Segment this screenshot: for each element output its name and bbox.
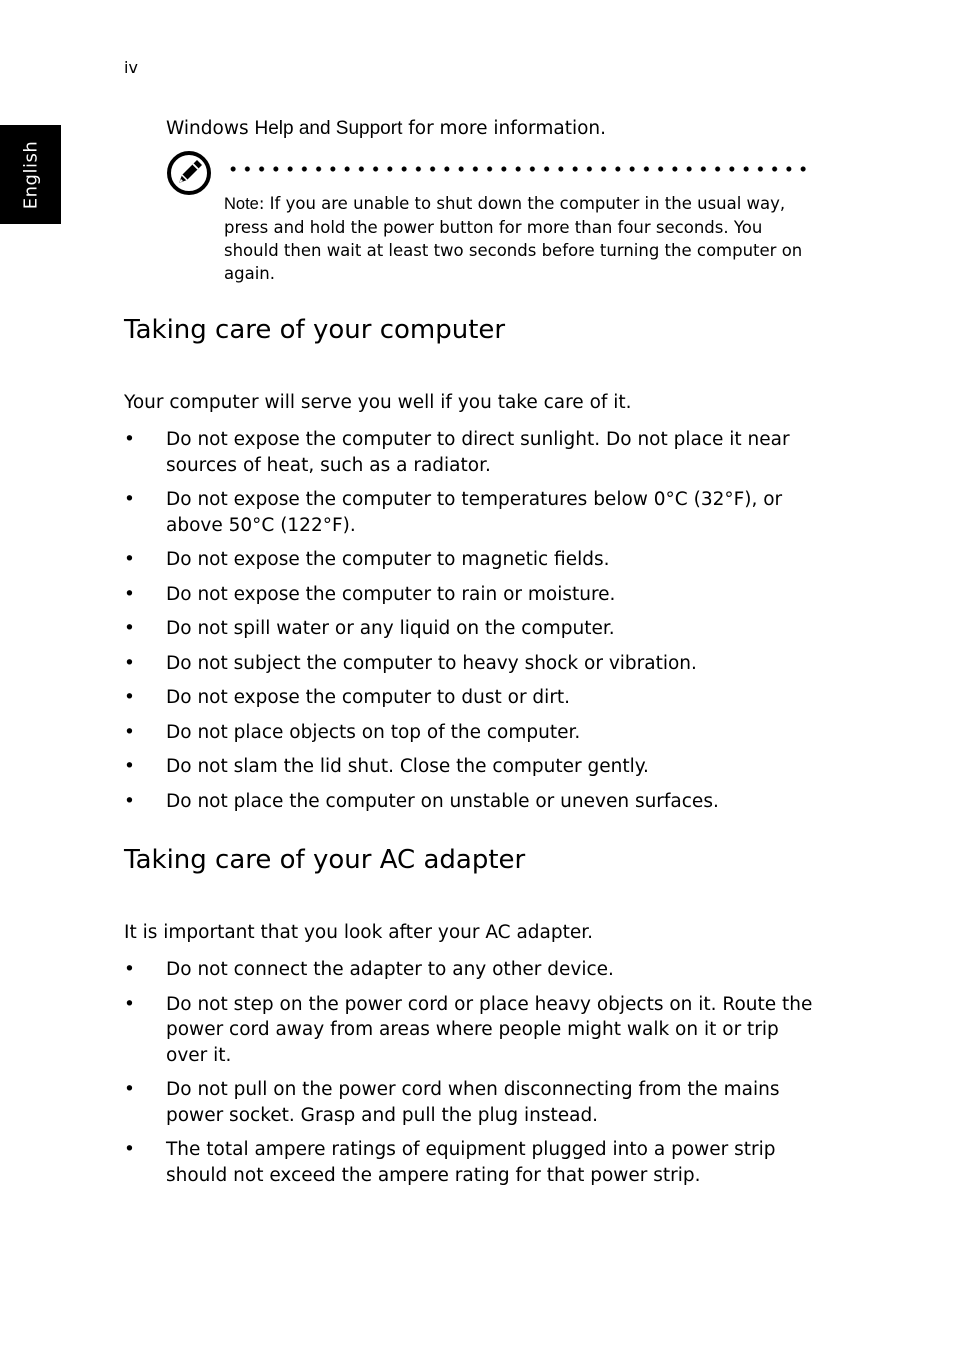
note-pencil-icon xyxy=(166,150,212,196)
list-item xyxy=(124,1077,824,1128)
list-item-text: Do not slam the lid shut. Close the computer gently. xyxy=(166,756,649,777)
note-label: Note xyxy=(224,195,259,213)
bullet-glyph: • xyxy=(124,1139,135,1160)
lead-suffix: for more information. xyxy=(402,118,607,139)
list-item xyxy=(124,789,824,815)
language-tab xyxy=(0,125,61,224)
list-item xyxy=(124,547,824,573)
bullet-glyph: • xyxy=(124,1079,135,1100)
list-item-text: Do not pull on the power cord when disconnecting from the mains power socket. Grasp and pull the plug instead. xyxy=(166,1079,780,1126)
lead-emphasis: Help and Support xyxy=(254,118,403,139)
list-item-text: Do not step on the power cord or place heavy objects on it. Route the power cord away from areas where people might walk on it or trip over it. xyxy=(166,993,813,1066)
list-item-text: Do not place the computer on unstable or uneven surfaces. xyxy=(166,790,719,812)
list-item xyxy=(124,427,824,478)
bullet-glyph: • xyxy=(124,489,135,510)
list-item-text: Do not spill water or any liquid on the computer. xyxy=(166,618,615,639)
bullet-glyph: • xyxy=(124,756,135,777)
list-item-text: Do not expose the computer to magnetic fields. xyxy=(166,549,610,570)
list-item-text: Do not connect the adapter to any other device. xyxy=(166,959,614,980)
list-item xyxy=(124,992,824,1069)
bullet-glyph: • xyxy=(124,549,135,570)
list-item xyxy=(124,487,824,538)
note-divider xyxy=(226,166,811,172)
list-item-text: Do not subject the computer to heavy shock or vibration. xyxy=(166,652,697,674)
list-item-text: The total ampere ratings of equipment plugged into a power strip should not exceed the ampere rating for that power strip. xyxy=(166,1139,776,1186)
bullet-glyph: • xyxy=(124,618,135,639)
bullet-glyph: • xyxy=(124,721,135,743)
list-item-text: Do not place objects on top of the computer. xyxy=(166,721,581,743)
bullet-glyph: • xyxy=(124,429,135,450)
lead-line xyxy=(166,118,606,140)
intro-adapter-care: It is important that you look after your AC adapter. xyxy=(124,922,594,943)
page-number: iv xyxy=(124,58,138,77)
list-item xyxy=(124,651,824,677)
computer-care-list xyxy=(124,427,824,823)
bullet-glyph: • xyxy=(124,687,135,708)
adapter-care-list xyxy=(124,957,824,1197)
heading-computer-care: Taking care of your computer xyxy=(124,315,506,345)
list-item-text: Do not expose the computer to rain or moisture. xyxy=(166,583,616,605)
bullet-glyph: • xyxy=(124,790,135,812)
list-item xyxy=(124,685,824,711)
bullet-glyph: • xyxy=(124,583,135,605)
lead-prefix: Windows xyxy=(166,118,255,139)
list-item-text: Do not expose the computer to temperatures below 0°C (32°F), or above 50°C (122°F). xyxy=(166,489,783,536)
note-text xyxy=(224,192,814,285)
bullet-glyph: • xyxy=(124,993,135,1015)
list-item xyxy=(124,616,824,642)
language-tab-label: English xyxy=(20,140,41,209)
list-item xyxy=(124,1137,824,1188)
heading-adapter-care: Taking care of your AC adapter xyxy=(124,845,526,875)
list-item xyxy=(124,582,824,608)
list-item xyxy=(124,957,824,983)
bullet-glyph: • xyxy=(124,959,135,980)
intro-computer-care: Your computer will serve you well if you take care of it. xyxy=(124,392,632,413)
list-item-text: Do not expose the computer to dust or dirt. xyxy=(166,687,571,708)
note-body: : If you are unable to shut down the computer in the usual way, press and hold the power button for more than four seconds. You should then wait at least two seconds before turning the computer on again. xyxy=(224,194,803,283)
list-item-text: Do not expose the computer to direct sunlight. Do not place it near sources of heat, such as a radiator. xyxy=(166,429,790,476)
list-item xyxy=(124,720,824,746)
bullet-glyph: • xyxy=(124,652,135,674)
list-item xyxy=(124,754,824,780)
